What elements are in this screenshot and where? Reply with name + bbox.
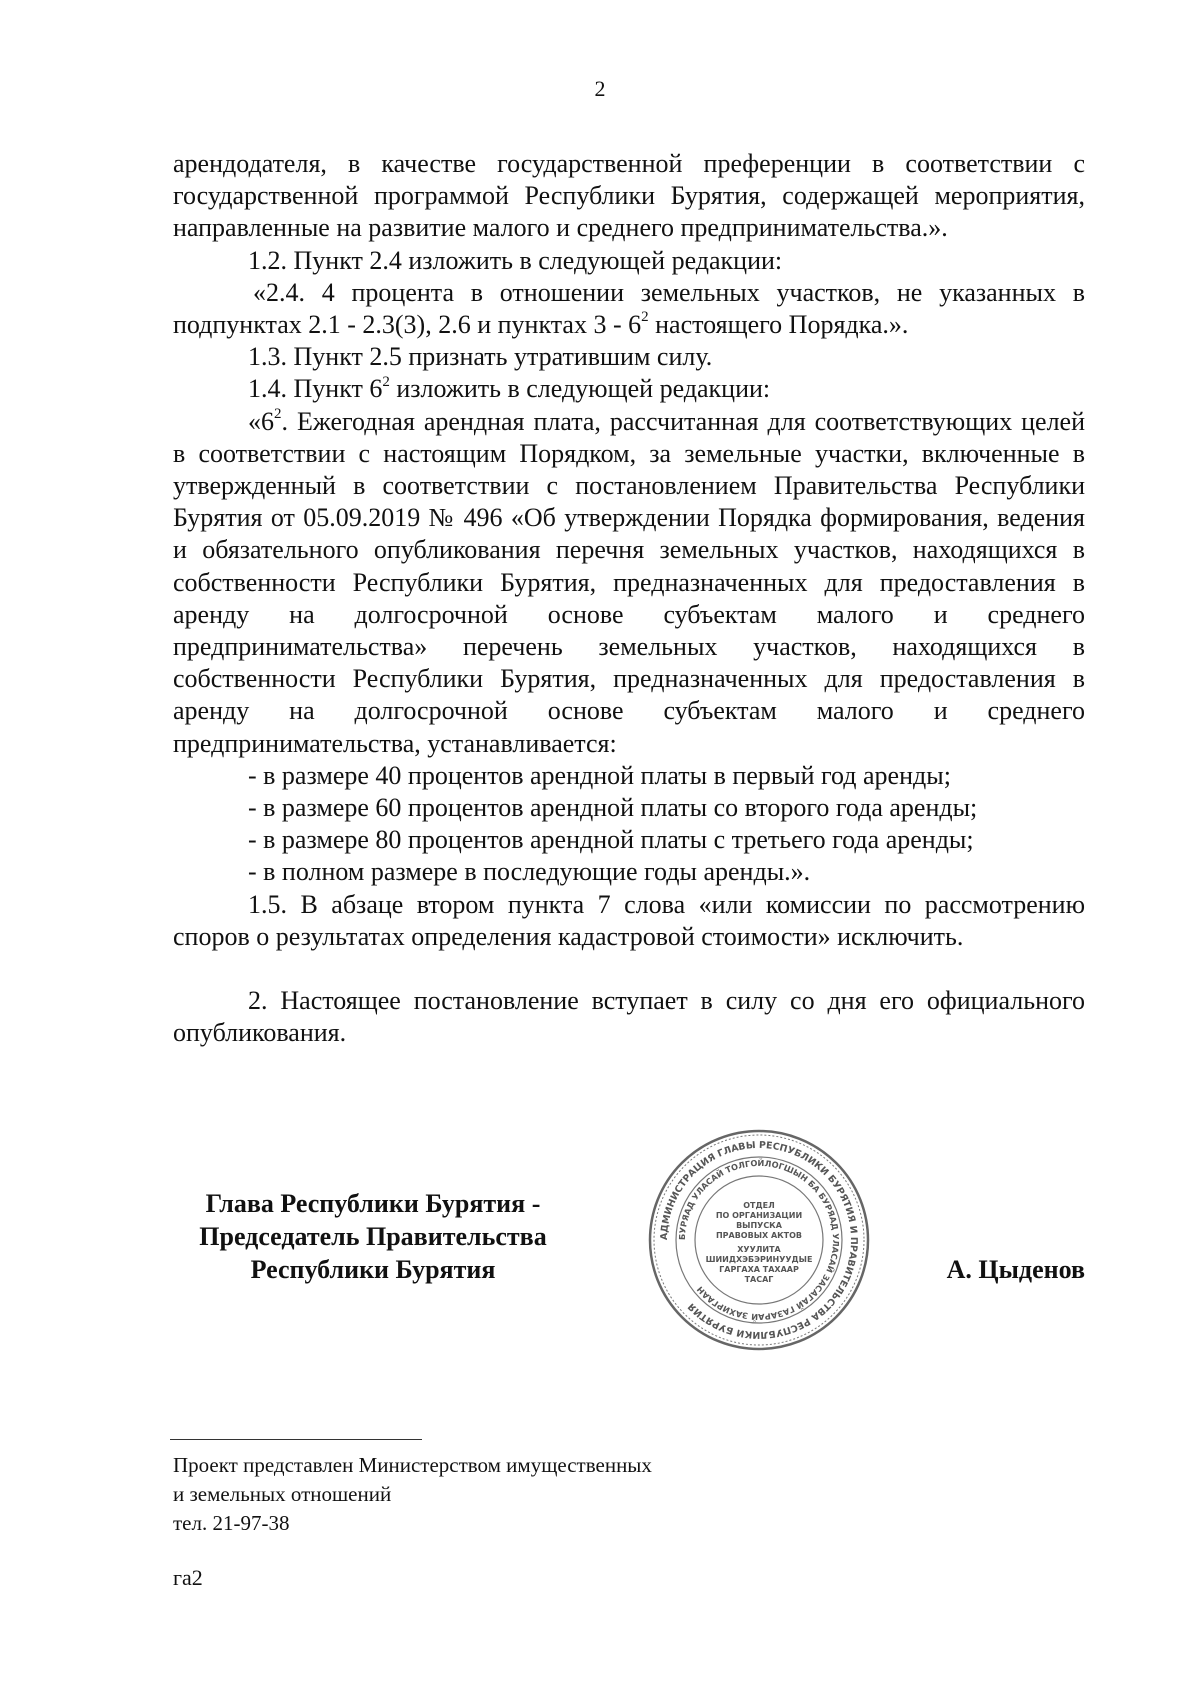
footnote-divider bbox=[170, 1439, 422, 1440]
footnote bbox=[173, 1451, 873, 1538]
svg-text:ПО ОРГАНИЗАЦИИ: ПО ОРГАНИЗАЦИИ bbox=[715, 1211, 803, 1220]
svg-text:ОТДЕЛ: ОТДЕЛ bbox=[743, 1201, 775, 1210]
official-seal-icon bbox=[647, 1128, 871, 1352]
list-item: - в полном размере в последующие годы аренды.». bbox=[248, 857, 811, 887]
paragraph-continuation: арендодателя, в качестве государственной преференции в соответствии с государственной программой Республики Бурятия, содержащей мероприятия, направленные на развитие малого и среднего предпринимательства.». bbox=[173, 149, 1085, 243]
signatory-title: Глава Республики Бурятия - Председатель Правительства Республики Бурятия bbox=[199, 1189, 547, 1284]
svg-text:ШИИДХЭБЭРИНУУДЫЕ: ШИИДХЭБЭРИНУУДЫЕ bbox=[705, 1255, 813, 1264]
paragraph-item-2: 2. Настоящее постановление вступает в силу со дня его официального опубликования. bbox=[173, 986, 1085, 1048]
paragraph-item-1-3: 1.3. Пункт 2.5 признать утратившим силу. bbox=[248, 342, 713, 372]
page-number: 2 bbox=[594, 76, 606, 101]
svg-text:ВЫПУСКА: ВЫПУСКА bbox=[736, 1221, 782, 1230]
signatory-name: А. Цыденов bbox=[946, 1255, 1085, 1284]
svg-text:ТАСАГ: ТАСАГ bbox=[744, 1275, 774, 1284]
list-item: - в размере 40 процентов арендной платы в первый год аренды; bbox=[248, 760, 951, 790]
svg-text:ХУУЛИТА: ХУУЛИТА bbox=[737, 1245, 781, 1254]
svg-text:БУРЯАД УЛАСАЙ ТОЛГОЙЛОГШЫН БА: БУРЯАД УЛАСАЙ ТОЛГОЙЛОГШЫН БА БУРЯАД УЛАСАЙ ЗАСАГАЙ ГАЗАРАЙ ЗАХИРГААН bbox=[676, 1157, 842, 1323]
footnote-line: тел. 21-97-38 bbox=[173, 1511, 290, 1535]
paragraph-item-1-4: 1.4. Пункт $6^2$ изложить в следующей редакции: bbox=[248, 373, 771, 404]
paragraph-item-1-5: 1.5. В абзаце втором пункта 7 слова «или комиссии по рассмотрению споров о результатах определения кадастровой стоимости» исключить. bbox=[173, 889, 1085, 951]
paragraph-gap bbox=[173, 953, 1085, 985]
paragraph-point-6-2: «$6^2$. Ежегодная арендная плата, рассчитанная для соответствующих целей в соответствии с настоящим Порядком, за земельные участки, включенные в утвержденный в соответствии с постановлением Правительства Республики Бурятия от 05.09.2019 № 496 «Об утверждении Порядка формирования, ведения и обязательного опубликования перечня земельных участков, находящихся в собственности Республики Бурятия, предназначенных для предоставления в аренду на долгосрочной основе субъектам малого и среднего предпринимательства» перечень земельных участков, находящихся в собственности Республики Бурятия, предназначенных для предоставления в аренду на долгосрочной основе субъектам малого и среднего предпринимательства, устанавливается: bbox=[173, 405, 1085, 758]
list-item: - в размере 60 процентов арендной платы со второго года аренды; bbox=[248, 793, 978, 823]
svg-text:ГАРГАХА ТАХААР: ГАРГАХА ТАХААР bbox=[719, 1265, 799, 1274]
paragraph-point-2-4: «2.4. 4 процента в отношении земельных участков, не указанных в подпунктах 2.1 - 2.3(3), 2.6 и пунктах $3 - 6^2$ настоящего Порядка.». bbox=[173, 277, 1085, 340]
svg-text:АДМИНИСТРАЦИЯ ГЛАВЫ РЕСПУБЛИКИ: АДМИНИСТРАЦИЯ ГЛАВЫ РЕСПУБЛИКИ БУРЯТИЯ И ПРАВИТЕЛЬСТВА РЕСПУБЛИКИ БУРЯТИЯ bbox=[658, 1139, 860, 1341]
document-body bbox=[173, 148, 1085, 1049]
footnote-line: и земельных отношений bbox=[173, 1482, 392, 1506]
list-item: - в размере 80 процентов арендной платы с третьего года аренды; bbox=[248, 825, 974, 855]
document-code: га2 bbox=[173, 1565, 203, 1590]
svg-text:ПРАВОВЫХ АКТОВ: ПРАВОВЫХ АКТОВ bbox=[715, 1231, 803, 1240]
paragraph-item-1-2: 1.2. Пункт 2.4 изложить в следующей редакции: bbox=[248, 245, 783, 275]
footnote-line: Проект представлен Министерством имущественных bbox=[173, 1453, 652, 1477]
